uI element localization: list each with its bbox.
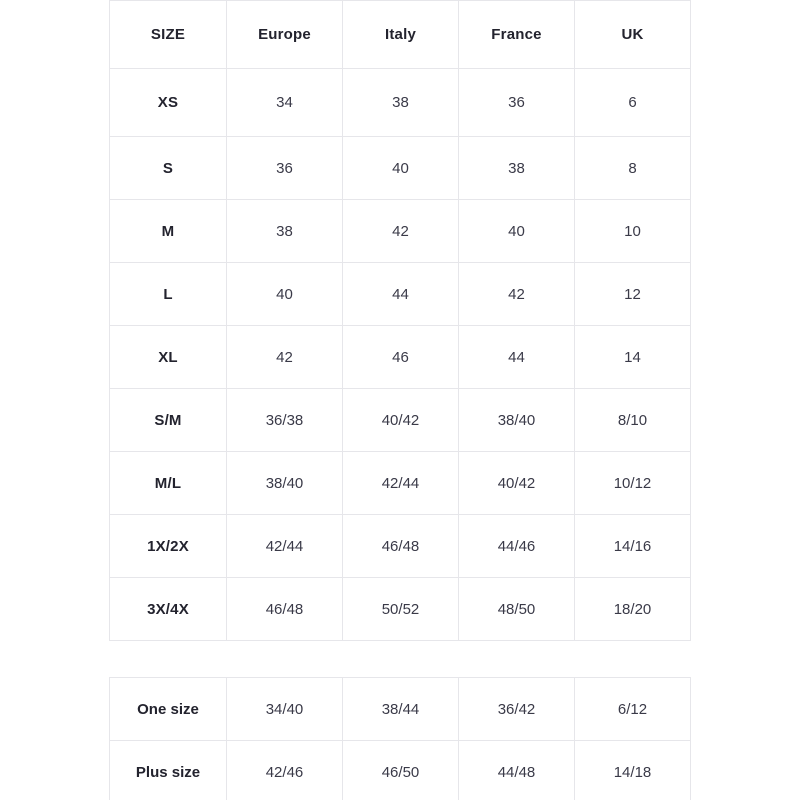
cell-italy: 46/48	[343, 515, 459, 578]
cell-europe: 42/44	[227, 515, 343, 578]
column-header-europe: Europe	[227, 1, 343, 69]
table-row	[110, 137, 691, 200]
cell-europe: 38	[227, 200, 343, 263]
cell-france: 36	[459, 69, 575, 137]
cell-italy: 40/42	[343, 389, 459, 452]
cell-uk: 14	[575, 326, 691, 389]
cell-italy: 38	[343, 69, 459, 137]
cell-size: Plus size	[110, 741, 227, 800]
column-header-france: France	[459, 1, 575, 69]
cell-europe: 38/40	[227, 452, 343, 515]
table-row	[110, 741, 691, 800]
cell-size: M	[110, 200, 227, 263]
cell-size: One size	[110, 678, 227, 741]
table-row	[110, 515, 691, 578]
cell-europe: 42/46	[227, 741, 343, 800]
cell-italy: 44	[343, 263, 459, 326]
table-header-row	[110, 1, 691, 69]
table-row	[110, 578, 691, 641]
column-header-uk: UK	[575, 1, 691, 69]
cell-italy: 46/50	[343, 741, 459, 800]
cell-europe: 46/48	[227, 578, 343, 641]
table-row	[110, 389, 691, 452]
table-body	[110, 69, 691, 641]
one-size-conversion-table	[109, 677, 691, 800]
table-row	[110, 200, 691, 263]
cell-france: 44/46	[459, 515, 575, 578]
cell-europe: 42	[227, 326, 343, 389]
table-header	[110, 1, 691, 69]
cell-size: S/M	[110, 389, 227, 452]
cell-uk: 12	[575, 263, 691, 326]
size-conversion-table	[109, 0, 691, 641]
cell-uk: 6/12	[575, 678, 691, 741]
cell-france: 38	[459, 137, 575, 200]
table-row	[110, 452, 691, 515]
cell-europe: 36/38	[227, 389, 343, 452]
cell-italy: 38/44	[343, 678, 459, 741]
cell-size: M/L	[110, 452, 227, 515]
column-header-italy: Italy	[343, 1, 459, 69]
alt-table-wrapper	[51, 677, 749, 800]
cell-size: S	[110, 137, 227, 200]
cell-size: 3X/4X	[110, 578, 227, 641]
cell-europe: 40	[227, 263, 343, 326]
table-row	[110, 678, 691, 741]
cell-uk: 14/18	[575, 741, 691, 800]
cell-uk: 18/20	[575, 578, 691, 641]
cell-uk: 14/16	[575, 515, 691, 578]
cell-france: 40	[459, 200, 575, 263]
cell-france: 44/48	[459, 741, 575, 800]
cell-size: L	[110, 263, 227, 326]
cell-france: 38/40	[459, 389, 575, 452]
cell-italy: 40	[343, 137, 459, 200]
cell-size: XL	[110, 326, 227, 389]
cell-france: 44	[459, 326, 575, 389]
cell-france: 42	[459, 263, 575, 326]
cell-uk: 8	[575, 137, 691, 200]
cell-europe: 36	[227, 137, 343, 200]
cell-italy: 50/52	[343, 578, 459, 641]
cell-france: 48/50	[459, 578, 575, 641]
cell-size: 1X/2X	[110, 515, 227, 578]
table-row	[110, 263, 691, 326]
main-table-wrapper	[51, 0, 749, 641]
column-header-size: SIZE	[110, 1, 227, 69]
alt-table-body	[110, 678, 691, 800]
cell-italy: 46	[343, 326, 459, 389]
cell-france: 36/42	[459, 678, 575, 741]
cell-europe: 34	[227, 69, 343, 137]
cell-uk: 6	[575, 69, 691, 137]
cell-italy: 42	[343, 200, 459, 263]
cell-uk: 10/12	[575, 452, 691, 515]
table-row	[110, 69, 691, 137]
cell-france: 40/42	[459, 452, 575, 515]
cell-europe: 34/40	[227, 678, 343, 741]
table-gap	[0, 641, 800, 677]
cell-uk: 8/10	[575, 389, 691, 452]
cell-uk: 10	[575, 200, 691, 263]
table-row	[110, 326, 691, 389]
cell-italy: 42/44	[343, 452, 459, 515]
cell-size: XS	[110, 69, 227, 137]
